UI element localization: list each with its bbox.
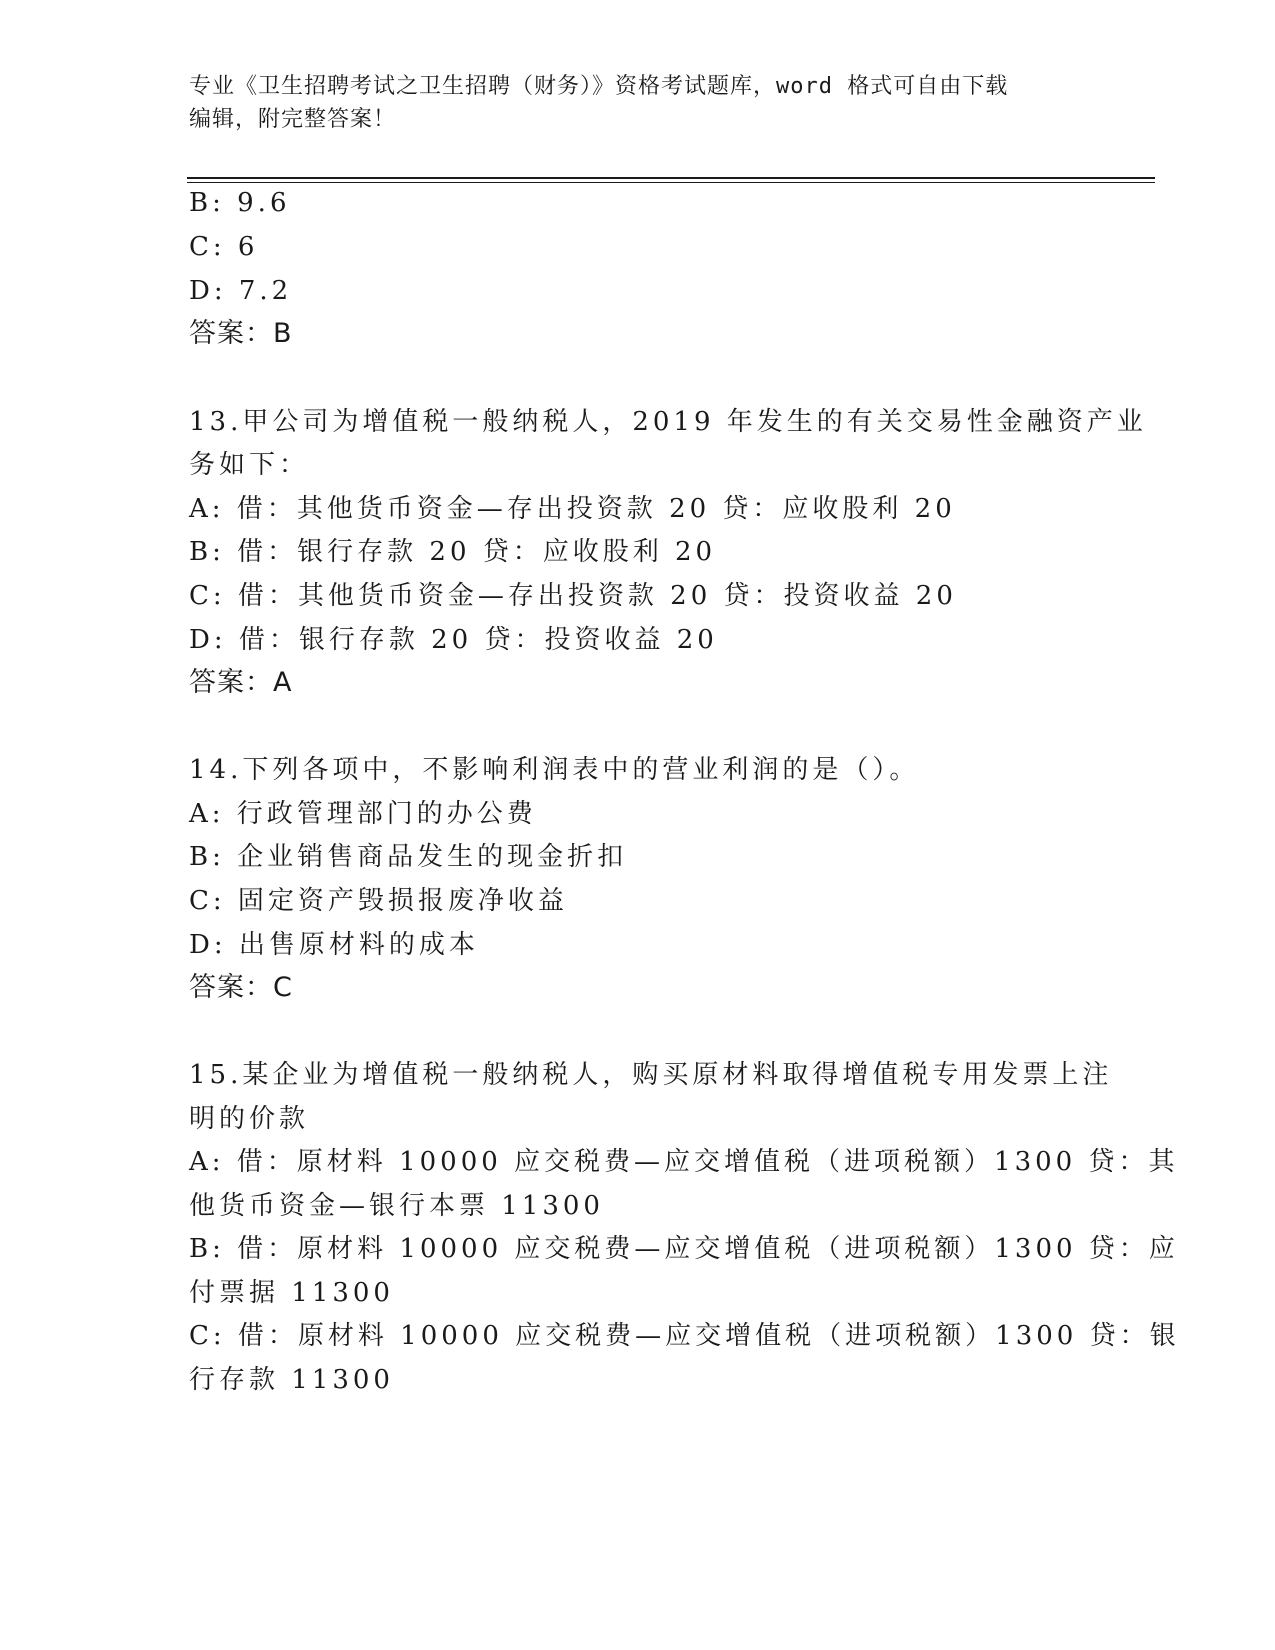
q13-stem-line-1: 13.甲公司为增值税一般纳税人，2019 年发生的有关交易性金融资产业 xyxy=(189,407,1147,437)
q13-option-c: C: 借：其他货币资金—存出投资款 20 贷：投资收益 20 xyxy=(189,581,957,611)
document-header xyxy=(189,70,1069,136)
q15-stem-line-2: 明的价款 xyxy=(189,1104,310,1134)
q12-option-c: C: 6 xyxy=(189,232,259,262)
q15-stem-line-1: 15.某企业为增值税一般纳税人，购买原材料取得增值税专用发票上注 xyxy=(189,1060,1113,1090)
q12-option-d: D: 7.2 xyxy=(189,276,293,306)
q15-option-b-line-2: 付票据 11300 xyxy=(189,1278,394,1308)
header-line-2: 编辑，附完整答案！ xyxy=(189,107,397,132)
q15-option-c-line-2: 行存款 11300 xyxy=(189,1365,394,1395)
header-line-1: 专业《卫生招聘考试之卫生招聘（财务）》资格考试题库，word 格式可自由下载 xyxy=(189,74,1009,99)
q14-answer: 答案：C xyxy=(189,972,293,1003)
q15-option-b-line-1: B: 借：原材料 10000 应交税费—应交增值税（进项税额）1300 贷：应 xyxy=(189,1234,1179,1264)
q13-stem-line-2: 务如下： xyxy=(189,450,310,480)
q12-option-b: B: 9.6 xyxy=(189,188,291,218)
q14-option-c: C: 固定资产毁损报废净收益 xyxy=(189,886,568,916)
header-divider-thick xyxy=(187,177,1155,179)
header-divider-thin xyxy=(187,182,1155,183)
q13-option-d: D: 借：银行存款 20 贷：投资收益 20 xyxy=(189,625,718,655)
q14-stem-line-1: 14.下列各项中，不影响利润表中的营业利润的是（）。 xyxy=(189,755,920,785)
q15-option-a-line-1: A: 借：原材料 10000 应交税费—应交增值税（进项税额）1300 贷：其 xyxy=(189,1147,1179,1177)
q13-option-b: B: 借：银行存款 20 贷：应收股利 20 xyxy=(189,537,717,567)
q13-answer: 答案：A xyxy=(189,667,293,698)
q14-option-d: D: 出售原材料的成本 xyxy=(189,930,479,960)
q14-option-a: A: 行政管理部门的办公费 xyxy=(189,799,537,829)
q15-option-c-line-1: C: 借：原材料 10000 应交税费—应交增值税（进项税额）1300 贷：银 xyxy=(189,1321,1180,1351)
q12-answer: 答案：B xyxy=(189,318,293,349)
q15-option-a-line-2: 他货币资金—银行本票 11300 xyxy=(189,1191,604,1221)
q14-option-b: B: 企业销售商品发生的现金折扣 xyxy=(189,842,628,872)
q13-option-a: A: 借：其他货币资金—存出投资款 20 贷：应收股利 20 xyxy=(189,494,956,524)
